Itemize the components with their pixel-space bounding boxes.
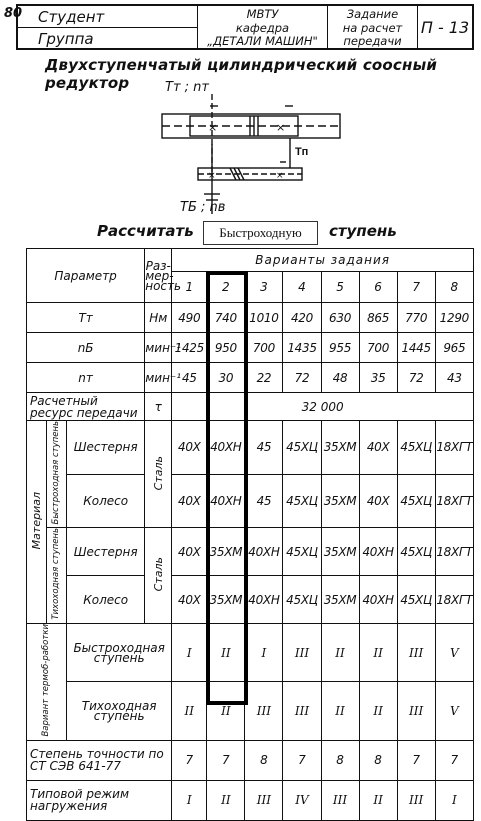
material-cell: 40X bbox=[172, 576, 207, 624]
variant-number: 5 bbox=[321, 272, 359, 303]
accuracy-cell: 7 bbox=[207, 740, 245, 780]
value-cell: 630 bbox=[321, 303, 359, 333]
material-cell: 18XГТ bbox=[435, 576, 473, 624]
material-cell: 45XЦ bbox=[283, 528, 321, 576]
mode-label: Типовой режим нагружения bbox=[27, 780, 172, 820]
material-cell: 35XM bbox=[321, 528, 359, 576]
heat-slow-label: Тихоходная ступень bbox=[67, 682, 172, 740]
mode-cell: III bbox=[321, 780, 359, 820]
accuracy-cell: 7 bbox=[172, 740, 207, 780]
value-cell: 72 bbox=[283, 363, 321, 393]
material-cell: 35XM bbox=[207, 576, 245, 624]
heat-cell: III bbox=[283, 624, 321, 682]
steel-cell-slow bbox=[145, 528, 172, 624]
material-cell: 40XH bbox=[207, 474, 245, 528]
heat-cell: II bbox=[207, 624, 245, 682]
department-field bbox=[198, 6, 328, 50]
material-cell: 40X bbox=[172, 474, 207, 528]
resource-label: Расчетный ресурс передачи bbox=[27, 393, 145, 421]
task-line-2: на расчет bbox=[342, 20, 403, 35]
material-cell: 40XH bbox=[359, 576, 397, 624]
material-cell: 18XГТ bbox=[435, 474, 473, 528]
value-cell: 955 bbox=[321, 333, 359, 363]
unit-header: Раз-мер-ность bbox=[145, 249, 172, 303]
variant-number: 2 bbox=[207, 272, 245, 303]
slow-stage-label: Тихоходная ступень bbox=[51, 528, 62, 621]
header-block bbox=[4, 4, 474, 50]
slow-stage-cell bbox=[47, 528, 67, 624]
material-cell: 45 bbox=[245, 474, 283, 528]
task-line-3: передачи bbox=[343, 34, 402, 48]
task-code: П - 13 bbox=[420, 18, 470, 37]
mode-cell: III bbox=[245, 780, 283, 820]
dept-line-3: „ДЕТАЛИ МАШИН" bbox=[207, 34, 318, 48]
resource-unit: τ bbox=[145, 393, 172, 421]
heat-fast-label: Быстроходная ступень bbox=[67, 624, 172, 682]
material-cell: 45XЦ bbox=[283, 421, 321, 475]
mode-cell: I bbox=[435, 780, 473, 820]
variant-number: 4 bbox=[283, 272, 321, 303]
heat-cell: V bbox=[435, 682, 473, 740]
param-unit: мин⁻¹ bbox=[145, 333, 172, 363]
tp-label: Тп bbox=[295, 146, 309, 158]
accuracy-cell: 8 bbox=[359, 740, 397, 780]
calc-prefix: Рассчитать bbox=[97, 222, 194, 240]
svg-text:×: × bbox=[276, 121, 286, 134]
material-cell: 45XЦ bbox=[397, 576, 435, 624]
value-cell: 490 bbox=[172, 303, 207, 333]
variant-number: 7 bbox=[397, 272, 435, 303]
material-cell: 40XH bbox=[359, 528, 397, 576]
svg-text:×: × bbox=[208, 121, 218, 134]
calc-suffix: ступень bbox=[329, 222, 397, 240]
heat-cell: II bbox=[321, 682, 359, 740]
material-cell: 35XM bbox=[321, 576, 359, 624]
fast-stage-label: Быстроходная ступень bbox=[51, 421, 62, 525]
param-unit: мин⁻¹ bbox=[145, 363, 172, 393]
accuracy-cell: 8 bbox=[321, 740, 359, 780]
steel-label: Сталь bbox=[151, 557, 165, 592]
value-cell: 45 bbox=[172, 363, 207, 393]
material-cell: 45XЦ bbox=[397, 421, 435, 475]
material-cell: 40X bbox=[172, 421, 207, 475]
heat-cell: III bbox=[397, 682, 435, 740]
heat-cell: II bbox=[359, 682, 397, 740]
steel-label: Сталь bbox=[151, 455, 165, 490]
value-cell: 700 bbox=[359, 333, 397, 363]
material-cell: 45XЦ bbox=[283, 576, 321, 624]
heat-label-cell bbox=[27, 624, 67, 741]
heat-cell: II bbox=[172, 682, 207, 740]
heat-cell: I bbox=[172, 624, 207, 682]
value-cell: 1425 bbox=[172, 333, 207, 363]
value-cell: 420 bbox=[283, 303, 321, 333]
value-cell: 950 bbox=[207, 333, 245, 363]
value-cell: 1445 bbox=[397, 333, 435, 363]
material-cell: 35XM bbox=[321, 474, 359, 528]
variants-table bbox=[26, 248, 474, 821]
material-cell: 35XM bbox=[207, 528, 245, 576]
accuracy-cell: 7 bbox=[283, 740, 321, 780]
variant-number: 8 bbox=[435, 272, 473, 303]
accuracy-cell: 8 bbox=[245, 740, 283, 780]
heat-cell: II bbox=[207, 682, 245, 740]
variants-header: Варианты задания bbox=[172, 249, 474, 272]
material-cell: 40X bbox=[359, 474, 397, 528]
material-cell: 45XЦ bbox=[397, 474, 435, 528]
input-torque-label: ТБ ; nв bbox=[180, 200, 226, 215]
mode-cell: II bbox=[207, 780, 245, 820]
value-cell: 30 bbox=[207, 363, 245, 393]
material-cell: 40XH bbox=[245, 576, 283, 624]
group-field: Группа bbox=[18, 28, 198, 50]
value-cell: 965 bbox=[435, 333, 473, 363]
heat-cell: III bbox=[397, 624, 435, 682]
value-cell: 1290 bbox=[435, 303, 473, 333]
output-torque-label: Тт ; nт bbox=[165, 80, 209, 95]
resource-value: 32 000 bbox=[172, 393, 474, 421]
mode-cell: II bbox=[359, 780, 397, 820]
steel-cell-fast bbox=[145, 421, 172, 528]
param-name: nБ bbox=[27, 333, 145, 363]
value-cell: 700 bbox=[245, 333, 283, 363]
fast-stage-cell bbox=[47, 421, 67, 528]
task-line-1: Задание bbox=[346, 7, 399, 21]
value-cell: 1435 bbox=[283, 333, 321, 363]
value-cell: 1010 bbox=[245, 303, 283, 333]
material-label-cell bbox=[27, 421, 47, 624]
value-cell: 48 bbox=[321, 363, 359, 393]
material-cell: 35XM bbox=[321, 421, 359, 475]
value-cell: 770 bbox=[397, 303, 435, 333]
task-field bbox=[328, 6, 418, 50]
material-cell: 45XЦ bbox=[283, 474, 321, 528]
heat-cell: II bbox=[359, 624, 397, 682]
gear-label: Шестерня bbox=[67, 421, 145, 475]
mode-cell: IV bbox=[283, 780, 321, 820]
material-cell: 40XH bbox=[207, 421, 245, 475]
stage-overlay-label: Быстроходную bbox=[203, 221, 318, 245]
student-field: Студент bbox=[18, 6, 198, 28]
variant-number: 3 bbox=[245, 272, 283, 303]
mode-cell: I bbox=[172, 780, 207, 820]
material-cell: 40XH bbox=[245, 528, 283, 576]
mode-cell: III bbox=[397, 780, 435, 820]
gear-label: Шестерня bbox=[67, 528, 145, 576]
value-cell: 865 bbox=[359, 303, 397, 333]
heat-cell: II bbox=[321, 624, 359, 682]
heat-cell: III bbox=[245, 682, 283, 740]
param-name: Тт bbox=[27, 303, 145, 333]
material-cell: 40X bbox=[172, 528, 207, 576]
heat-cell: III bbox=[283, 682, 321, 740]
value-cell: 35 bbox=[359, 363, 397, 393]
wheel-label: Колесо bbox=[67, 474, 145, 528]
value-cell: 740 bbox=[207, 303, 245, 333]
material-cell: 18XГТ bbox=[435, 421, 473, 475]
param-header: Параметр bbox=[27, 249, 145, 303]
accuracy-cell: 7 bbox=[435, 740, 473, 780]
material-label: Материал bbox=[30, 491, 44, 550]
wheel-label: Колесо bbox=[67, 576, 145, 624]
heat-cell: V bbox=[435, 624, 473, 682]
variant-number: 6 bbox=[359, 272, 397, 303]
accuracy-label: Степень точности по СТ СЭВ 641-77 bbox=[27, 740, 172, 780]
variant-number: 1 bbox=[172, 272, 207, 303]
material-cell: 45 bbox=[245, 421, 283, 475]
dept-line-1: МВТУ bbox=[246, 7, 279, 21]
heat-cell: I bbox=[245, 624, 283, 682]
sheet-number: 80 bbox=[4, 6, 23, 21]
svg-text:×: × bbox=[208, 171, 216, 181]
value-cell: 72 bbox=[397, 363, 435, 393]
value-cell: 22 bbox=[245, 363, 283, 393]
material-cell: 45XЦ bbox=[397, 528, 435, 576]
value-cell: 43 bbox=[435, 363, 473, 393]
accuracy-cell: 7 bbox=[397, 740, 435, 780]
dept-line-2: кафедра bbox=[235, 20, 290, 35]
param-name: nт bbox=[27, 363, 145, 393]
svg-text:×: × bbox=[276, 171, 284, 181]
heat-label: Вариант термоб-работки bbox=[41, 624, 52, 737]
material-cell: 40X bbox=[359, 421, 397, 475]
document-title: Двухступенчатый цилиндрический соосный редуктор bbox=[45, 56, 438, 92]
material-cell: 18XГТ bbox=[435, 528, 473, 576]
param-unit: Нм bbox=[145, 303, 172, 333]
